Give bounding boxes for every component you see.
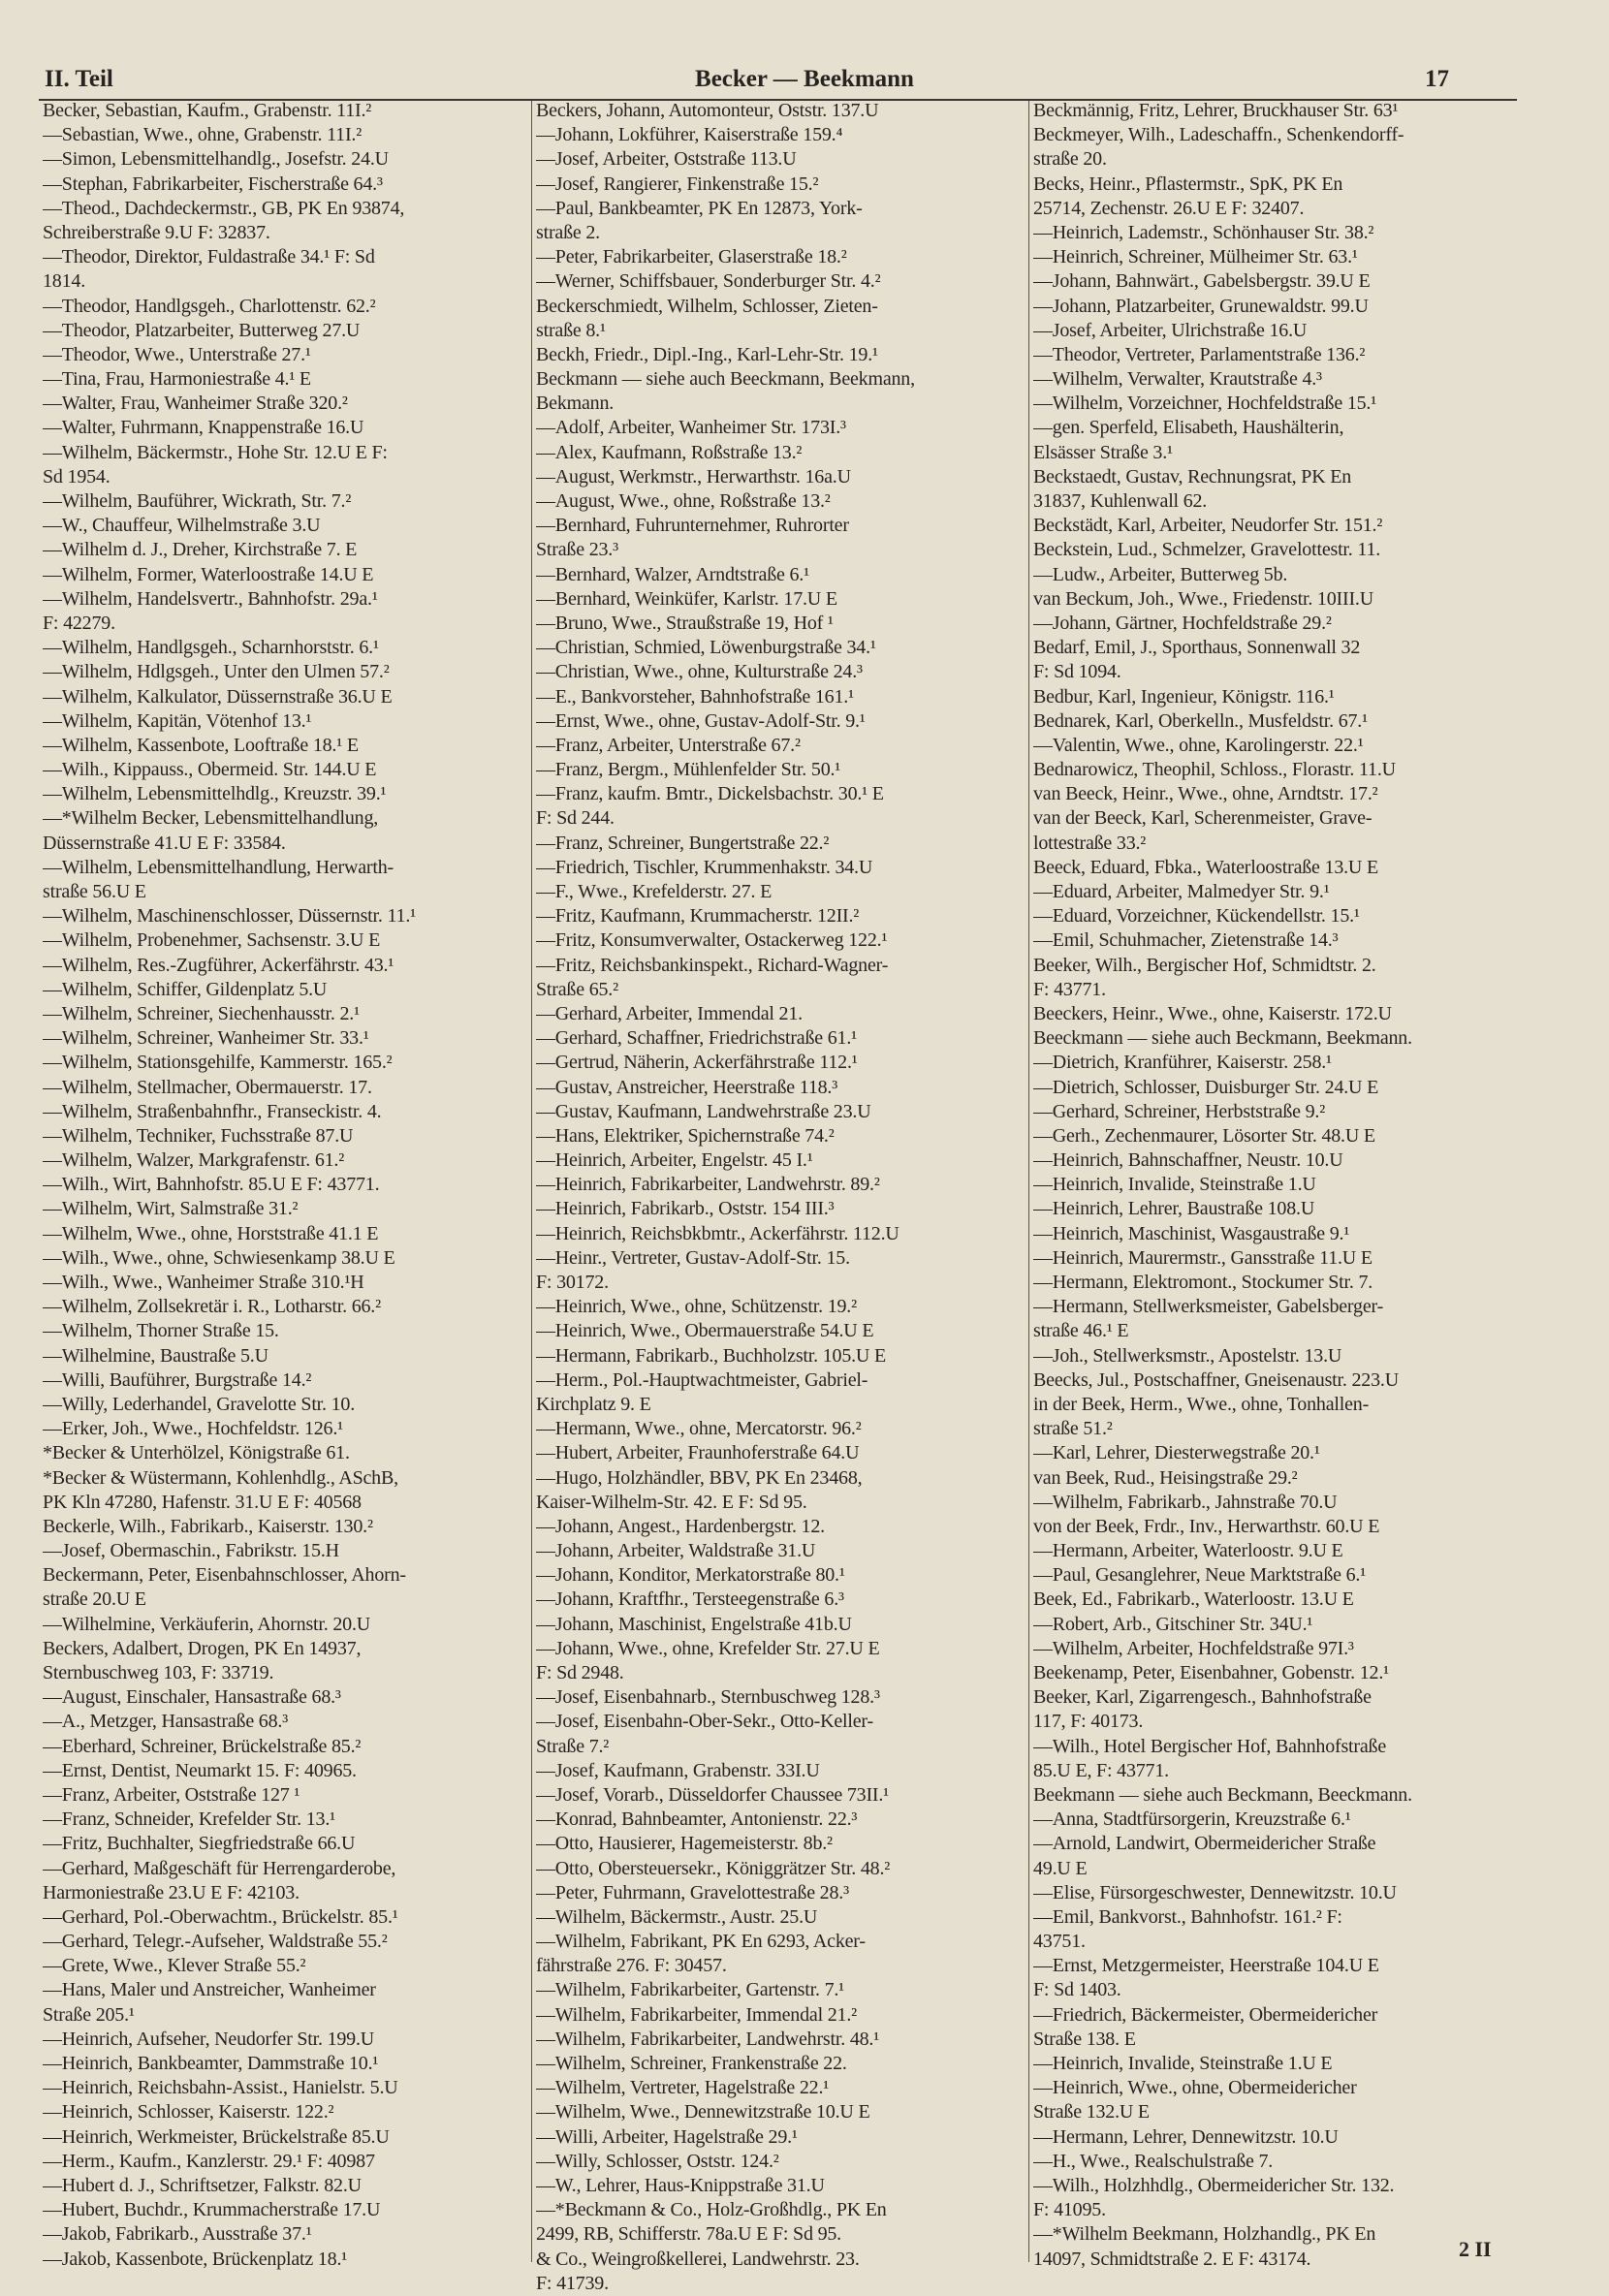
directory-entry-line: —Wilhelm, Fabrikarbeiter, Immendal 21.²	[536, 2003, 857, 2026]
directory-entry-line: —Emil, Schuhmacher, Zietenstraße 14.³	[1033, 929, 1339, 952]
directory-entry-line: 14097, Schmidtstraße 2. E F: 43174.	[1033, 2248, 1311, 2270]
directory-entry-line: F: 41095.	[1033, 2199, 1106, 2221]
directory-column-3	[1033, 99, 1518, 2272]
directory-entry-line: Beckers, Adalbert, Drogen, PK En 14937,	[43, 1637, 362, 1659]
directory-entry-line: —August, Wwe., ohne, Roßstraße 13.²	[536, 490, 831, 512]
directory-entry-line: —H., Wwe., Realschulstraße 7.	[1033, 2150, 1274, 2172]
directory-entry-line: —Wilhelm, Vertreter, Hagelstraße 22.¹	[536, 2077, 830, 2099]
directory-entry-line: Bednarek, Karl, Oberkelln., Musfeldstr. 67.¹	[1033, 709, 1368, 732]
directory-entry-line: F: 30172.	[536, 1272, 609, 1293]
directory-entry-line: —Adolf, Arbeiter, Wanheimer Str. 173I.³	[536, 417, 846, 439]
directory-entry-line: —Wilhelm, Verwalter, Krautstraße 4.³	[1033, 368, 1322, 391]
directory-entry-line: —Dietrich, Schlosser, Duisburger Str. 24.U E	[1033, 1076, 1379, 1098]
directory-entry-line: —Wilhelm, Stellmacher, Obermauerstr. 17.	[43, 1076, 372, 1098]
directory-entry-line: —Wilhelm, Schreiner, Siechenhausstr. 2.¹	[43, 1002, 360, 1024]
directory-entry-line: —Herm., Pol.-Hauptwachtmeister, Gabriel-	[536, 1368, 868, 1391]
directory-entry-line: —Herm., Kaufm., Kanzlerstr. 29.¹ F: 40987	[43, 2150, 375, 2172]
directory-entry-line: —Johann, Kraftfhr., Tersteegenstraße 6.³	[536, 1588, 844, 1611]
directory-entry-line: —Theod., Dachdeckermstr., GB, PK En 93874,	[43, 197, 405, 219]
directory-entry-line: —Wilh., Kippauss., Obermeid. Str. 144.U E	[43, 759, 377, 781]
directory-entry-line: von der Beek, Frdr., Inv., Herwarthstr. 60.U E	[1033, 1515, 1380, 1537]
directory-entry-line: —Wilhelmine, Baustraße 5.U	[43, 1344, 268, 1367]
directory-entry-line: Beckerschmiedt, Wilhelm, Schlosser, Zieten-	[536, 295, 878, 317]
directory-entry-line: —Wilh., Hotel Bergischer Hof, Bahnhofstraße	[1033, 1735, 1387, 1757]
directory-entry-line: —Theodor, Platzarbeiter, Butterweg 27.U	[43, 319, 361, 341]
directory-entry-line: F: 43771.	[1033, 978, 1106, 1000]
directory-entry-line: van Beeck, Heinr., Wwe., ohne, Arndtstr. 17.²	[1033, 783, 1378, 805]
directory-entry-line: —Gerhard, Schreiner, Herbststraße 9.²	[1033, 1100, 1326, 1122]
directory-entry-line: —Wilhelm, Fabrikarbeiter, Gartenstr. 7.¹	[536, 1979, 844, 2001]
directory-entry-line: —A., Metzger, Hansastraße 68.³	[43, 1711, 289, 1733]
directory-entry-line: —Wilhelmine, Verkäuferin, Ahornstr. 20.U	[43, 1613, 370, 1635]
directory-entry-line: —Hermann, Wwe., ohne, Mercatorstr. 96.²	[536, 1418, 862, 1440]
directory-entry-line: —Otto, Hausierer, Hagemeisterstr. 8b.²	[536, 1833, 833, 1855]
directory-entry-line: —Jakob, Kassenbote, Brückenplatz 18.¹	[43, 2248, 348, 2270]
directory-entry-line: —Wilhelm, Lebensmittelhandlung, Herwarth-	[43, 856, 394, 878]
directory-entry-line: —Heinrich, Lehrer, Baustraße 108.U	[1033, 1198, 1315, 1220]
directory-entry-line: Straße 138. E	[1033, 2028, 1136, 2050]
directory-entry-line: Beeker, Wilh., Bergischer Hof, Schmidtstr. 2.	[1033, 954, 1376, 976]
directory-entry-line: F: 41739.	[536, 2272, 609, 2294]
directory-entry-line: van der Beeck, Karl, Scherenmeister, Grave-	[1033, 807, 1372, 830]
directory-entry-line: *Becker & Unterhölzel, Königstraße 61.	[43, 1442, 350, 1464]
directory-entry-line: —Arnold, Landwirt, Obermeidericher Straße	[1033, 1833, 1376, 1855]
directory-entry-line: —Konrad, Bahnbeamter, Antonienstr. 22.³	[536, 1808, 858, 1831]
directory-entry-line: —Anna, Stadtfürsorgerin, Kreuzstraße 6.¹	[1033, 1808, 1351, 1831]
directory-entry-line: —Peter, Fabrikarbeiter, Glaserstraße 18.²	[536, 246, 847, 268]
directory-entry-line: —Simon, Lebensmittelhandlg., Josefstr. 24.U	[43, 148, 389, 171]
directory-entry-line: —Heinrich, Invalide, Steinstraße 1.U	[1033, 1174, 1316, 1196]
directory-entry-line: —W., Lehrer, Haus-Knippstraße 31.U	[536, 2174, 825, 2196]
directory-entry-line: Beekenamp, Peter, Eisenbahner, Gobenstr. 12.¹	[1033, 1662, 1389, 1683]
directory-entry-line: —Gustav, Kaufmann, Landwehrstraße 23.U	[536, 1100, 871, 1122]
directory-entry-line: —Theodor, Handlgsgeh., Charlottenstr. 62.²	[43, 295, 376, 317]
directory-entry-line: straße 2.	[536, 221, 600, 243]
directory-entry-line: —Bruno, Wwe., Straußstraße 19, Hof ¹	[536, 612, 834, 634]
directory-entry-line: —Eduard, Vorzeichner, Kückendellstr. 15.¹	[1033, 905, 1360, 928]
directory-entry-line: —Franz, Schneider, Krefelder Str. 13.¹	[43, 1808, 335, 1831]
directory-entry-line: Beckmännig, Fritz, Lehrer, Bruckhauser Str. 63¹	[1033, 100, 1399, 121]
directory-entry-line: —Gertrud, Näherin, Ackerfährstraße 112.¹	[536, 1052, 858, 1074]
directory-entry-line: 117, F: 40173.	[1033, 1711, 1144, 1733]
directory-entry-line: —Johann, Platzarbeiter, Grunewaldstr. 99.U	[1033, 295, 1369, 317]
directory-entry-line: —Heinrich, Maurermstr., Gansstraße 11.U E	[1033, 1246, 1372, 1269]
directory-entry-line: —Wilhelm, Techniker, Fuchsstraße 87.U	[43, 1124, 354, 1147]
directory-entry-line: —Erker, Joh., Wwe., Hochfeldstr. 126.¹	[43, 1418, 343, 1440]
directory-entry-line: —Wilhelm, Zollsekretär i. R., Lotharstr. 66.²	[43, 1296, 381, 1318]
page-number: 17	[1425, 66, 1449, 92]
directory-entry-line: Straße 132.U E	[1033, 2101, 1150, 2123]
directory-entry-line: Beeckers, Heinr., Wwe., ohne, Kaiserstr. 172.U	[1033, 1002, 1392, 1024]
directory-entry-line: PK Kln 47280, Hafenstr. 31.U E F: 40568	[43, 1491, 362, 1513]
directory-entry-line: —Hubert, Arbeiter, Fraunhoferstraße 64.U	[536, 1442, 860, 1464]
directory-entry-line: —Wilhelm, Kapitän, Vötenhof 13.¹	[43, 709, 312, 732]
directory-entry-line: —Johann, Gärtner, Hochfeldstraße 29.²	[1033, 612, 1332, 634]
directory-entry-line: —Hermann, Lehrer, Dennewitzstr. 10.U	[1033, 2125, 1339, 2148]
directory-entry-line: —Wilh., Wwe., ohne, Schwiesenkamp 38.U E	[43, 1246, 395, 1269]
directory-entry-line: van Beek, Rud., Heisingstraße 29.²	[1033, 1466, 1298, 1489]
directory-entry-line: —Gerh., Zechenmaurer, Lösorter Str. 48.U E	[1033, 1124, 1375, 1147]
directory-entry-line: —Walter, Frau, Wanheimer Straße 320.²	[43, 393, 348, 415]
directory-entry-line: Beekmann — siehe auch Beckmann, Beeckmann.	[1033, 1783, 1412, 1806]
directory-entry-line: —Wilhelm, Vorzeichner, Hochfeldstraße 15.¹	[1033, 393, 1377, 415]
directory-entry-line: —Ernst, Wwe., ohne, Gustav-Adolf-Str. 9.¹	[536, 709, 866, 732]
page-title: Becker — Beekmann	[695, 66, 914, 92]
directory-entry-line: Beckmann — siehe auch Beeckmann, Beekmann,	[536, 368, 915, 391]
directory-entry-line: —Otto, Obersteuersekr., Königgrätzer Str. 48.²	[536, 1857, 891, 1879]
directory-entry-line: —Theodor, Direktor, Fuldastraße 34.¹ F: Sd	[43, 246, 375, 268]
directory-entry-line: Bednarowicz, Theophil, Schloss., Florastr. 11.U	[1033, 759, 1396, 781]
directory-entry-line: straße 56.U E	[43, 881, 146, 902]
directory-entry-line: —Sebastian, Wwe., ohne, Grabenstr. 11I.²	[43, 124, 363, 146]
directory-entry-line: —Wilh., Wirt, Bahnhofstr. 85.U E F: 43771.	[43, 1174, 380, 1196]
directory-entry-line: —Wilhelm, Wwe., Dennewitzstraße 10.U E	[536, 2101, 870, 2123]
directory-entry-line: —Ludw., Arbeiter, Butterweg 5b.	[1033, 563, 1288, 585]
directory-entry-line: —Wilhelm, Schreiner, Frankenstraße 22.	[536, 2053, 847, 2074]
directory-entry-line: Bedarf, Emil, J., Sporthaus, Sonnenwall 32	[1033, 637, 1361, 659]
directory-entry-line: straße 8.¹	[536, 319, 606, 341]
directory-entry-line: Straße 205.¹	[43, 2003, 135, 2026]
directory-entry-line: Kaiser-Wilhelm-Str. 42. E F: Sd 95.	[536, 1491, 807, 1513]
directory-entry-line: —Josef, Arbeiter, Ulrichstraße 16.U	[1033, 319, 1308, 341]
directory-entry-line: Beckstädt, Karl, Arbeiter, Neudorfer Str. 151.²	[1033, 515, 1383, 537]
directory-entry-line: —Wilhelm, Bauführer, Wickrath, Str. 7.²	[43, 490, 352, 512]
directory-entry-line: —Heinrich, Fabrikarbeiter, Landwehrstr. 89.²	[536, 1174, 880, 1196]
directory-entry-line: —Hans, Elektriker, Spichernstraße 74.²	[536, 1124, 835, 1147]
directory-entry-line: —*Wilhelm Becker, Lebensmittelhandlung,	[43, 807, 379, 830]
directory-entry-line: —Grete, Wwe., Klever Straße 55.²	[43, 1955, 306, 1977]
directory-entry-line: 31837, Kuhlenwall 62.	[1033, 490, 1208, 512]
directory-entry-line: —Gerhard, Telegr.-Aufseher, Waldstraße 55.²	[43, 1931, 388, 1953]
directory-entry-line: —Heinrich, Werkmeister, Brückelstraße 85.U	[43, 2125, 390, 2148]
directory-entry-line: —Wilhelm, Fabrikant, PK En 6293, Acker-	[536, 1931, 866, 1953]
directory-entry-line: —Stephan, Fabrikarbeiter, Fischerstraße 64.³	[43, 173, 383, 195]
directory-entry-line: Sd 1954.	[43, 465, 110, 488]
directory-entry-line: & Co., Weingroßkellerei, Landwehrstr. 23.	[536, 2248, 860, 2270]
directory-entry-line: —Elise, Fürsorgeschwester, Dennewitzstr. 10.U	[1033, 1881, 1397, 1903]
directory-entry-line: —Wilhelm, Handlgsgeh., Scharnhorststr. 6.¹	[43, 637, 379, 659]
directory-entry-line: Bedbur, Karl, Ingenieur, Königstr. 116.¹	[1033, 685, 1335, 708]
directory-entry-line: —Alex, Kaufmann, Roßstraße 13.²	[536, 441, 803, 463]
directory-entry-line: Elsässer Straße 3.¹	[1033, 441, 1173, 463]
directory-entry-line: —Bernhard, Fuhrunternehmer, Ruhrorter	[536, 515, 849, 537]
directory-entry-line: —Heinrich, Reichsbkbmtr., Ackerfährstr. 112.U	[536, 1222, 899, 1244]
directory-entry-line: —August, Einschaler, Hansastraße 68.³	[43, 1686, 341, 1709]
directory-entry-line: Straße 23.³	[536, 539, 618, 561]
directory-entry-line: —Heinrich, Wwe., Obermauerstraße 54.U E	[536, 1320, 874, 1342]
directory-entry-line: —Fritz, Kaufmann, Krummacherstr. 12II.²	[536, 905, 860, 928]
directory-entry-line: —Willy, Schlosser, Oststr. 124.²	[536, 2150, 779, 2172]
directory-entry-line: *Becker & Wüstermann, Kohlenhdlg., ASchB,	[43, 1466, 398, 1489]
directory-entry-line: Beckermann, Peter, Eisenbahnschlosser, Ahorn-	[43, 1564, 406, 1587]
directory-entry-line: —Wilhelm, Thorner Straße 15.	[43, 1320, 279, 1342]
directory-entry-line: —Wilhelm, Wirt, Salmstraße 31.²	[43, 1198, 299, 1220]
directory-entry-line: —Wilhelm, Kassenbote, Looftraße 18.¹ E	[43, 734, 359, 756]
directory-entry-line: 1814.	[43, 270, 86, 293]
directory-entry-line: —Wilhelm, Kalkulator, Düssernstraße 36.U E	[43, 685, 393, 708]
directory-entry-line: —Wilhelm, Lebensmittelhdlg., Kreuzstr. 39.¹	[43, 783, 387, 805]
directory-entry-line: —Fritz, Buchhalter, Siegfriedstraße 66.U	[43, 1833, 356, 1855]
directory-entry-line: —Johann, Arbeiter, Waldstraße 31.U	[536, 1540, 816, 1562]
directory-entry-line: —Werner, Schiffsbauer, Sonderburger Str. 4.²	[536, 270, 881, 293]
directory-entry-line: —Heinrich, Arbeiter, Engelstr. 45 I.¹	[536, 1149, 813, 1172]
directory-entry-line: —Wilhelm, Bäckermstr., Austr. 25.U	[536, 1905, 818, 1928]
directory-entry-line: straße 20.	[1033, 148, 1107, 171]
directory-entry-line: —Wilhelm, Schiffer, Gildenplatz 5.U	[43, 978, 328, 1000]
directory-entry-line: fährstraße 276. F: 30457.	[536, 1955, 727, 1977]
directory-entry-line: —Walter, Fuhrmann, Knappenstraße 16.U	[43, 417, 364, 439]
directory-entry-line: —Hermann, Arbeiter, Waterloostr. 9.U E	[1033, 1540, 1343, 1562]
directory-entry-line: —Eduard, Arbeiter, Malmedyer Str. 9.¹	[1033, 881, 1330, 902]
directory-entry-line: —Theodor, Wwe., Unterstraße 27.¹	[43, 343, 311, 365]
directory-entry-line: 85.U E, F: 43771.	[1033, 1759, 1169, 1781]
directory-entry-line: Beckmeyer, Wilh., Ladeschaffn., Schenkendorff-	[1033, 124, 1404, 146]
directory-entry-line: —Josef, Arbeiter, Oststraße 113.U	[536, 148, 797, 171]
directory-entry-line: —Josef, Eisenbahnarb., Sternbuschweg 128.³	[536, 1686, 880, 1709]
directory-entry-line: —W., Chauffeur, Wilhelmstraße 3.U	[43, 515, 321, 537]
directory-entry-line: —Tina, Frau, Harmoniestraße 4.¹ E	[43, 368, 311, 391]
directory-entry-line: —Franz, Schreiner, Bungertstraße 22.²	[536, 832, 830, 854]
directory-entry-line: Becks, Heinr., Pflastermstr., SpK, PK En	[1033, 173, 1343, 195]
directory-entry-line: —Heinrich, Aufseher, Neudorfer Str. 199.U	[43, 2028, 375, 2050]
directory-entry-line: Beckh, Friedr., Dipl.-Ing., Karl-Lehr-Str. 19.¹	[536, 343, 878, 365]
directory-entry-line: —Fritz, Reichsbankinspekt., Richard-Wagner-	[536, 954, 889, 976]
directory-entry-line: straße 51.²	[1033, 1418, 1113, 1440]
directory-entry-line: —Wilhelm, Straßenbahnfhr., Franseckistr. 4.	[43, 1100, 382, 1122]
directory-entry-line: —Karl, Lehrer, Diesterwegstraße 20.¹	[1033, 1442, 1320, 1464]
directory-entry-line: —Paul, Bankbeamter, PK En 12873, York-	[536, 197, 863, 219]
column-divider	[1028, 101, 1029, 2262]
directory-entry-line: Beecks, Jul., Postschaffner, Gneisenaustr. 223.U	[1033, 1368, 1399, 1391]
directory-entry-line: 25714, Zechenstr. 26.U E F: 32407.	[1033, 197, 1305, 219]
directory-entry-line: —Friedrich, Bäckermeister, Obermeidericher	[1033, 2003, 1378, 2026]
directory-entry-line: —Willi, Bauführer, Burgstraße 14.²	[43, 1368, 312, 1391]
directory-entry-line: Straße 65.²	[536, 978, 618, 1000]
directory-entry-line: —Wilhelm, Res.-Zugführer, Ackerfährstr. 43.¹	[43, 954, 394, 976]
directory-entry-line: Straße 7.²	[536, 1735, 610, 1757]
directory-entry-line: straße 46.¹ E	[1033, 1320, 1129, 1342]
directory-entry-line: —Wilhelm, Maschinenschlosser, Düssernstr. 11.¹	[43, 905, 416, 928]
directory-entry-line: —Franz, Bergm., Mühlenfelder Str. 50.¹	[536, 759, 841, 781]
directory-entry-line: —Hugo, Holzhändler, BBV, PK En 23468,	[536, 1466, 863, 1489]
directory-entry-line: —Hermann, Stellwerksmeister, Gabelsberger-	[1033, 1296, 1384, 1318]
directory-entry-line: —Wilhelm, Bäckermstr., Hohe Str. 12.U E F:	[43, 441, 388, 463]
directory-entry-line: Harmoniestraße 23.U E F: 42103.	[43, 1881, 300, 1903]
directory-entry-line: —Wilhelm, Walzer, Markgrafenstr. 61.²	[43, 1149, 345, 1172]
directory-entry-line: Düssernstraße 41.U E F: 33584.	[43, 832, 286, 854]
directory-entry-line: —Wilh., Wwe., Wanheimer Straße 310.¹H	[43, 1272, 364, 1293]
directory-entry-line: Becker, Sebastian, Kaufm., Grabenstr. 11I.²	[43, 100, 372, 121]
directory-entry-line: Schreiberstraße 9.U F: 32837.	[43, 221, 270, 243]
directory-entry-line: —Christian, Wwe., ohne, Kulturstraße 24.³	[536, 661, 863, 683]
directory-entry-line: —Johann, Lokführer, Kaiserstraße 159.⁴	[536, 124, 843, 146]
directory-entry-line: —Josef, Eisenbahn-Ober-Sekr., Otto-Keller-	[536, 1711, 873, 1733]
directory-entry-line: —Hans, Maler und Anstreicher, Wanheimer	[43, 1979, 376, 2001]
directory-entry-line: —Heinrich, Maschinist, Wasgaustraße 9.¹	[1033, 1222, 1350, 1244]
directory-entry-line: —Dietrich, Kranführer, Kaiserstr. 258.¹	[1033, 1052, 1332, 1074]
directory-entry-line: —F., Wwe., Krefelderstr. 27. E	[536, 881, 773, 902]
directory-entry-line: —Josef, Rangierer, Finkenstraße 15.²	[536, 173, 819, 195]
directory-entry-line: —E., Bankvorsteher, Bahnhofstraße 161.¹	[536, 685, 854, 708]
directory-entry-line: —Robert, Arb., Gitschiner Str. 34U.¹	[1033, 1613, 1313, 1635]
directory-entry-line: F: Sd 1403.	[1033, 1979, 1121, 2001]
directory-entry-line: —Wilhelm, Schreiner, Wanheimer Str. 33.¹	[43, 1027, 369, 1050]
directory-entry-line: —Wilh., Holzhhdlg., Obermeidericher Str. 132.	[1033, 2174, 1395, 2196]
directory-entry-line: Beek, Ed., Fabrikarb., Waterloostr. 13.U E	[1033, 1588, 1354, 1611]
directory-entry-line: —Josef, Vorarb., Düsseldorfer Chaussee 73II.¹	[536, 1783, 889, 1806]
directory-entry-line: —Heinrich, Wwe., ohne, Obermeidericher	[1033, 2077, 1357, 2099]
directory-entry-line: Beckerle, Wilh., Fabrikarb., Kaiserstr. 130.²	[43, 1515, 373, 1537]
directory-entry-line: —Heinrich, Fabrikarb., Oststr. 154 III.³	[536, 1198, 835, 1220]
directory-entry-line: Sternbuschweg 103, F: 33719.	[43, 1662, 274, 1683]
directory-entry-line: —Willi, Arbeiter, Hagelstraße 29.¹	[536, 2125, 798, 2148]
directory-entry-line: —Friedrich, Tischler, Krummenhakstr. 34.U	[536, 856, 873, 878]
directory-entry-line: F: Sd 244.	[536, 807, 615, 830]
directory-entry-line: —Gerhard, Schaffner, Friedrichstraße 61.¹	[536, 1027, 857, 1050]
directory-entry-line: —Peter, Fuhrmann, Gravelottestraße 28.³	[536, 1881, 849, 1903]
directory-entry-line: —Heinrich, Schreiner, Mülheimer Str. 63.¹	[1033, 246, 1358, 268]
directory-entry-line: F: 42279.	[43, 612, 115, 634]
directory-entry-line: in der Beek, Herm., Wwe., ohne, Tonhallen-	[1033, 1393, 1370, 1415]
directory-entry-line: —Gerhard, Arbeiter, Immendal 21.	[536, 1002, 803, 1024]
signature-mark: 2 II	[1459, 2237, 1492, 2261]
directory-entry-line: —Joh., Stellwerksmstr., Apostelstr. 13.U	[1033, 1344, 1342, 1367]
directory-entry-line: —Hermann, Elektromont., Stockumer Str. 7.	[1033, 1272, 1373, 1293]
directory-entry-line: —Wilhelm d. J., Dreher, Kirchstraße 7. E	[43, 539, 358, 561]
directory-entry-line: —Josef, Obermaschin., Fabrikstr. 15.H	[43, 1540, 339, 1562]
directory-entry-line: —Jakob, Fabrikarb., Ausstraße 37.¹	[43, 2223, 312, 2246]
directory-entry-line: Beckstaedt, Gustav, Rechnungsrat, PK En	[1033, 465, 1352, 488]
directory-entry-line: lottestraße 33.²	[1033, 832, 1147, 854]
directory-entry-line: —Bernhard, Walzer, Arndtstraße 6.¹	[536, 563, 809, 585]
section-label: II. Teil	[45, 66, 113, 92]
directory-entry-line: 2499, RB, Schifferstr. 78a.U E F: Sd 95.	[536, 2223, 841, 2246]
directory-entry-line: —Valentin, Wwe., ohne, Karolingerstr. 22.¹	[1033, 734, 1364, 756]
directory-entry-line: —Johann, Konditor, Merkatorstraße 80.¹	[536, 1564, 845, 1587]
directory-entry-line: Beckstein, Lud., Schmelzer, Gravelottestr. 11.	[1033, 539, 1381, 561]
directory-entry-line: —Heinrich, Bahnschaffner, Neustr. 10.U	[1033, 1149, 1343, 1172]
directory-entry-line: —Heinr., Vertreter, Gustav-Adolf-Str. 15.	[536, 1246, 850, 1269]
directory-entry-line: 49.U E	[1033, 1857, 1088, 1879]
directory-entry-line: —*Wilhelm Beekmann, Holzhandlg., PK En	[1033, 2223, 1376, 2246]
directory-column-2	[536, 99, 1025, 2296]
directory-entry-line: —Wilhelm, Hdlgsgeh., Unter den Ulmen 57.²	[43, 661, 390, 683]
directory-entry-line: —Paul, Gesanglehrer, Neue Marktstraße 6.¹	[1033, 1564, 1366, 1587]
directory-entry-line: —Wilhelm, Handelsvertr., Bahnhofstr. 29a.¹	[43, 587, 378, 610]
directory-entry-line: —Fritz, Konsumverwalter, Ostackerweg 122.¹	[536, 929, 888, 952]
directory-entry-line: —Ernst, Metzgermeister, Heerstraße 104.U E	[1033, 1955, 1379, 1977]
directory-entry-line: —Heinrich, Wwe., ohne, Schützenstr. 19.²	[536, 1296, 857, 1318]
directory-entry-line: Beeck, Eduard, Fbka., Waterloostraße 13.U E	[1033, 856, 1378, 878]
directory-entry-line: —Johann, Wwe., ohne, Krefelder Str. 27.U E	[536, 1637, 880, 1659]
directory-entry-line: —Wilhelm, Probenehmer, Sachsenstr. 3.U E	[43, 929, 381, 952]
directory-entry-line: —Hubert d. J., Schriftsetzer, Falkstr. 82.U	[43, 2174, 362, 2196]
directory-entry-line: —*Beckmann & Co., Holz-Großhdlg., PK En	[536, 2199, 887, 2221]
directory-entry-line: —Johann, Angest., Hardenbergstr. 12.	[536, 1515, 825, 1537]
directory-entry-line: —Johann, Maschinist, Engelstraße 41b.U	[536, 1613, 852, 1635]
directory-entry-line: —Franz, Arbeiter, Unterstraße 67.²	[536, 734, 801, 756]
directory-entry-line: —Franz, Arbeiter, Oststraße 127 ¹	[43, 1783, 300, 1806]
directory-entry-line: Bekmann.	[536, 393, 615, 415]
directory-entry-line: —Ernst, Dentist, Neumarkt 15. F: 40965.	[43, 1759, 357, 1781]
directory-entry-line: —Wilhelm, Arbeiter, Hochfeldstraße 97I.³	[1033, 1637, 1354, 1659]
column-divider	[531, 101, 532, 2262]
directory-entry-line: —Wilhelm, Fabrikarb., Jahnstraße 70.U	[1033, 1491, 1338, 1513]
directory-entry-line: —Josef, Kaufmann, Grabenstr. 33I.U	[536, 1759, 820, 1781]
directory-entry-line: —Gerhard, Maßgeschäft für Herrengarderobe,	[43, 1857, 396, 1879]
directory-entry-line: —Heinrich, Bankbeamter, Dammstraße 10.¹	[43, 2053, 379, 2074]
directory-entry-line: —Wilhelm, Fabrikarbeiter, Landwehrstr. 48.¹	[536, 2028, 880, 2050]
directory-entry-line: Beeker, Karl, Zigarrengesch., Bahnhofstraße	[1033, 1686, 1372, 1709]
directory-entry-line: straße 20.U E	[43, 1588, 146, 1611]
directory-entry-line: —Christian, Schmied, Löwenburgstraße 34.¹	[536, 637, 876, 659]
directory-entry-line: —gen. Sperfeld, Elisabeth, Haushälterin,	[1033, 417, 1344, 439]
directory-entry-line: —Theodor, Vertreter, Parlamentstraße 136.²	[1033, 343, 1366, 365]
directory-entry-line: Kirchplatz 9. E	[536, 1393, 651, 1415]
directory-entry-line: —Gerhard, Pol.-Oberwachtm., Brückelstr. 85.¹	[43, 1905, 398, 1928]
directory-entry-line: —Heinrich, Reichsbahn-Assist., Hanielstr. 5.U	[43, 2077, 398, 2099]
directory-entry-line: —Wilhelm, Former, Waterloostraße 14.U E	[43, 563, 374, 585]
directory-entry-line: —Eberhard, Schreiner, Brückelstraße 85.²	[43, 1735, 362, 1757]
directory-entry-line: —Bernhard, Weinküfer, Karlstr. 17.U E	[536, 587, 837, 610]
directory-entry-line: Beckers, Johann, Automonteur, Oststr. 137.U	[536, 100, 879, 121]
directory-entry-line: —Hubert, Buchdr., Krummacherstraße 17.U	[43, 2199, 381, 2221]
directory-entry-line: F: Sd 1094.	[1033, 661, 1121, 683]
directory-entry-line: F: Sd 2948.	[536, 1662, 624, 1683]
directory-entry-line: —Emil, Bankvorst., Bahnhofstr. 161.² F:	[1033, 1905, 1342, 1928]
directory-entry-line: —Heinrich, Schlosser, Kaiserstr. 122.²	[43, 2101, 334, 2123]
directory-entry-line: —Wilhelm, Stationsgehilfe, Kammerstr. 165.²	[43, 1052, 393, 1074]
directory-entry-line: —Heinrich, Lademstr., Schönhauser Str. 38.²	[1033, 221, 1374, 243]
directory-entry-line: —Willy, Lederhandel, Gravelotte Str. 10.	[43, 1393, 356, 1415]
directory-entry-line: van Beckum, Joh., Wwe., Friedenstr. 10III.U	[1033, 587, 1373, 610]
directory-entry-line: —Wilhelm, Wwe., ohne, Horststraße 41.1 E	[43, 1222, 379, 1244]
directory-entry-line: —Johann, Bahnwärt., Gabelsbergstr. 39.U E	[1033, 270, 1371, 293]
directory-entry-line: Beeckmann — siehe auch Beckmann, Beekmann.	[1033, 1027, 1412, 1050]
directory-entry-line: —Franz, kaufm. Bmtr., Dickelsbachstr. 30.¹ E	[536, 783, 884, 805]
directory-column-1	[43, 99, 525, 2272]
directory-entry-line: —Heinrich, Invalide, Steinstraße 1.U E	[1033, 2053, 1333, 2074]
directory-entry-line: —Gustav, Anstreicher, Heerstraße 118.³	[536, 1076, 838, 1098]
directory-entry-line: —Hermann, Fabrikarb., Buchholzstr. 105.U E	[536, 1344, 886, 1367]
directory-entry-line: —August, Werkmstr., Herwarthstr. 16a.U	[536, 465, 851, 488]
directory-entry-line: 43751.	[1033, 1931, 1086, 1953]
